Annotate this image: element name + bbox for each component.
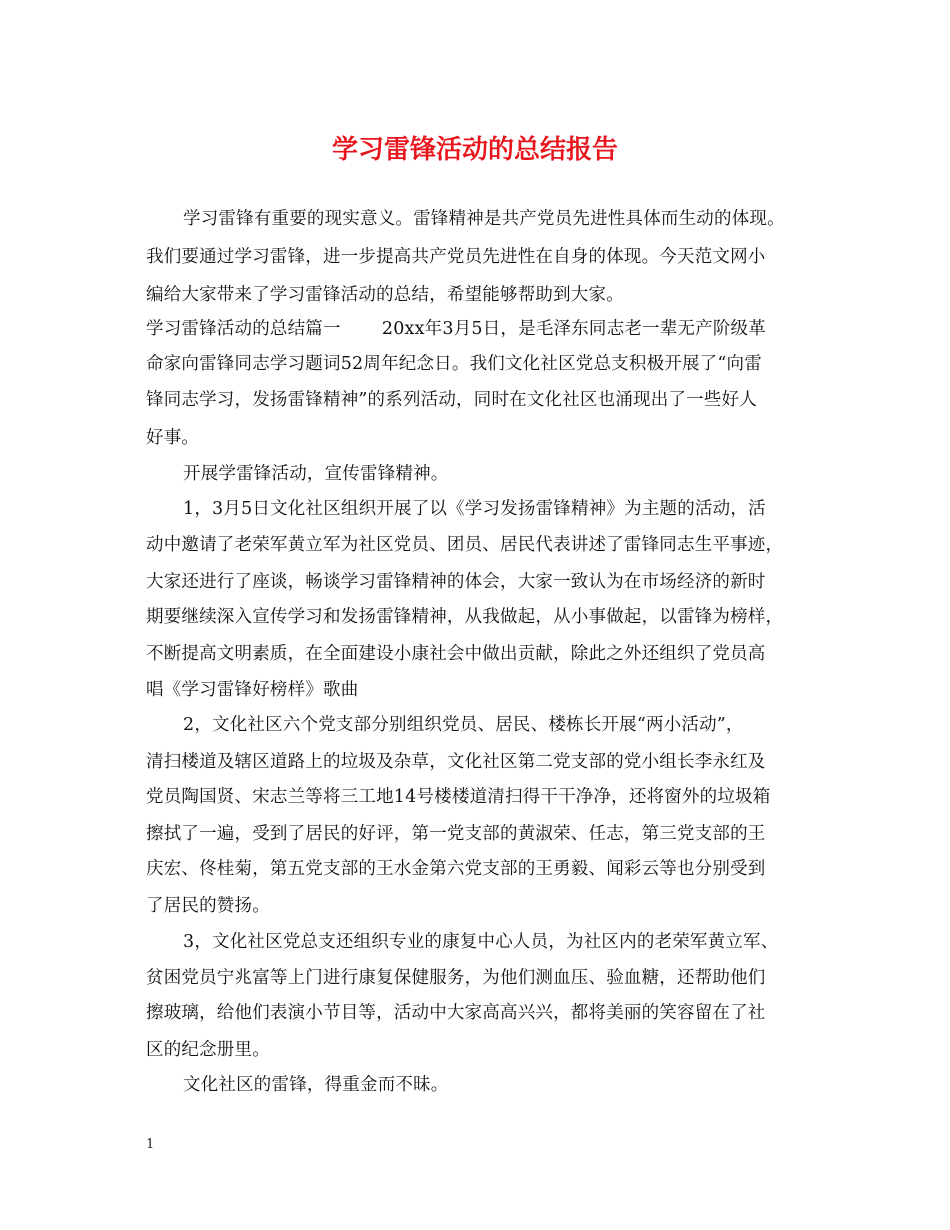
- body-line: 不断提高文明素质，在全面建设小康社会中做出贡献，除此之外还组织了党员高: [146, 644, 766, 664]
- body-line: 编给大家带来了学习雷锋活动的总结，希望能够帮助到大家。: [146, 285, 624, 305]
- body-line: 文化社区的雷锋，得重金而不昧。: [183, 1075, 449, 1095]
- body-line: 擦玻璃，给他们表演小节目等，活动中大家高高兴兴，都将美丽的笑容留在了社: [146, 1003, 766, 1023]
- body-line: 大家还进行了座谈，畅谈学习雷锋精神的体会，大家一致认为在市场经济的新时: [146, 572, 766, 592]
- body-line: 党员陶国贤、宋志兰等将三工地14号楼楼道清扫得干干净净，还将窗外的垃圾箱: [146, 787, 771, 807]
- body-line: 命家向雷锋同志学习题词52周年纪念日。我们文化社区党总支积极开展了“向雷: [146, 354, 762, 374]
- body-line: 学习雷锋活动的总结篇一 20xx年3月5日，是毛泽东同志老一辈无产阶级革: [146, 319, 766, 339]
- body-line: 好事。: [146, 428, 200, 448]
- body-line: 庆宏、佟桂菊，第五党支部的王水金第六党支部的王勇毅、闻彩云等也分别受到: [146, 859, 766, 879]
- body-line: 唱《学习雷锋好榜样》歌曲: [146, 680, 359, 700]
- body-line: 锋同志学习，发扬雷锋精神”的系列活动，同时在文化社区也涌现出了一些好人: [146, 390, 757, 410]
- body-line: 我们要通过学习雷锋，进一步提高共产党员先进性在自身的体现。今天范文网小: [146, 247, 766, 267]
- body-line: 动中邀请了老荣军黄立军为社区党员、团员、居民代表讲述了雷锋同志生平事迹，: [146, 535, 784, 555]
- body-line: 2，文化社区六个党支部分别组织党员、居民、楼栋长开展“两小活动”，: [183, 715, 744, 735]
- body-line: 区的纪念册里。: [146, 1040, 270, 1060]
- body-line: 1，3月5日文化社区组织开展了以《学习发扬雷锋精神》为主题的活动，活: [183, 499, 766, 519]
- body-line: 3，文化社区党总支还组织专业的康复中心人员，为社区内的老荣军黄立军、: [183, 932, 779, 952]
- body-line: 学习雷锋有重要的现实意义。雷锋精神是共产党员先进性具体而生动的体现。: [183, 209, 785, 229]
- body-line: 贫困党员宁兆富等上门进行康复保健服务，为他们测血压、验血糖，还帮助他们: [146, 968, 766, 988]
- body-line: 擦拭了一遍，受到了居民的好评，第一党支部的黄淑荣、任志，第三党支部的王: [146, 824, 766, 844]
- page-number: 1: [146, 1137, 155, 1152]
- document-title: 学习雷锋活动的总结报告: [331, 135, 618, 165]
- body-line: 了居民的赞扬。: [146, 896, 270, 916]
- body-line: 清扫楼道及辖区道路上的垃圾及杂草，文化社区第二党支部的党小组长李永红及: [146, 752, 766, 772]
- body-line: 开展学雷锋活动，宣传雷锋精神。: [183, 464, 449, 484]
- body-line: 期要继续深入宣传学习和发扬雷锋精神，从我做起，从小事做起，以雷锋为榜样，: [146, 607, 784, 627]
